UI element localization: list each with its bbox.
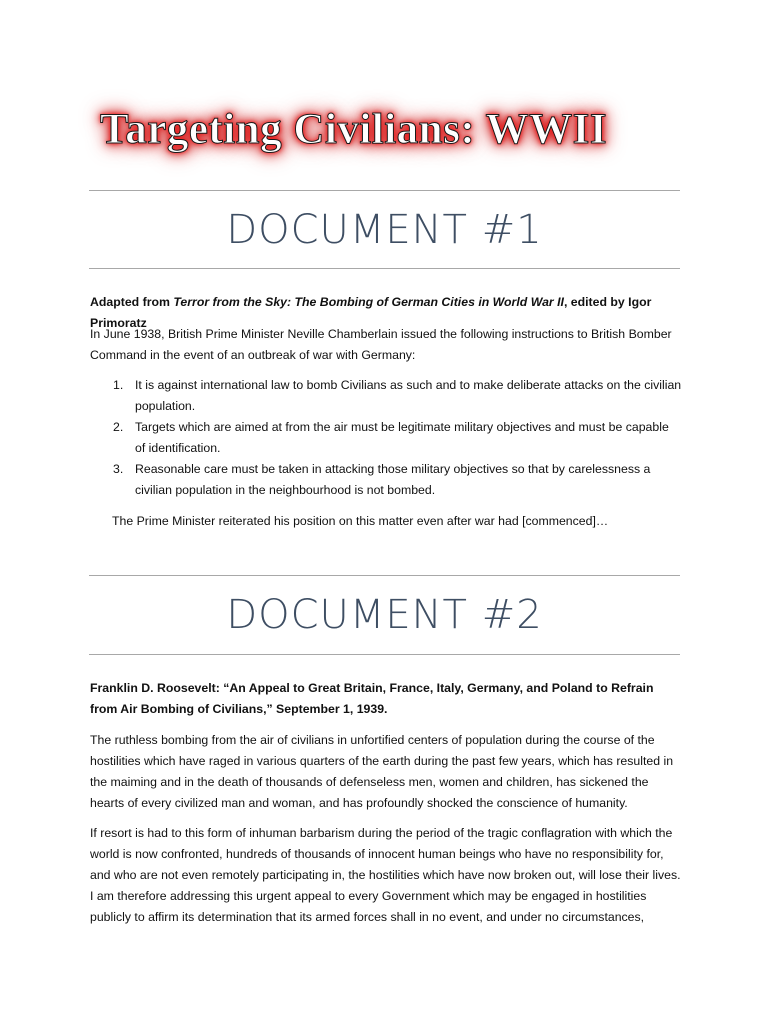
title-banner bbox=[100, 100, 660, 164]
list-item-text: Reasonable care must be taken in attacking those military objectives so that by carelessness a civilian population in the neighbourhood is not bombed. bbox=[135, 462, 651, 497]
document1-source-prefix: Adapted from bbox=[90, 295, 174, 309]
list-item-number: 2. bbox=[113, 420, 124, 434]
list-item bbox=[90, 459, 682, 501]
divider-top-doc2 bbox=[89, 575, 680, 576]
list-item-text: Targets which are aimed at from the air must be legitimate military objectives and must be capable of identification. bbox=[135, 420, 669, 455]
divider-bottom-doc2 bbox=[89, 654, 680, 655]
document1-closing: The Prime Minister reiterated his position on this matter even after war had [commenced]… bbox=[112, 514, 609, 528]
page-title: Targeting Civilians: WWII bbox=[100, 106, 608, 153]
divider-bottom-doc1 bbox=[89, 268, 680, 269]
list-item-number: 3. bbox=[113, 462, 124, 476]
list-item bbox=[90, 375, 682, 417]
document2-paragraph-1: The ruthless bombing from the air of civilians in unfortified centers of population during the course of the hostilities which have raged in various quarters of the earth during the past few years, which has resulted in the maiming and in the death of thousands of defenseless men, women and children, has sickened the hearts of every civilized man and woman, and has profoundly shocked the conscience of humanity. bbox=[90, 733, 674, 810]
document1-source-suffix: , edited by Igor Primoratz bbox=[90, 295, 652, 330]
divider-top-doc1 bbox=[89, 190, 680, 191]
document2-heading: DOCUMENT #2 bbox=[226, 592, 543, 638]
document1-intro: In June 1938, British Prime Minister Neville Chamberlain issued the following instructions to British Bomber Command in the event of an outbreak of war with Germany: bbox=[90, 327, 672, 362]
list-item-number: 1. bbox=[113, 378, 124, 392]
instructions-list bbox=[90, 375, 682, 501]
document2-paragraph-2: If resort is had to this form of inhuman barbarism during the period of the tragic conflagration with which the world is now confronted, hundreds of thousands of innocent human beings who have no responsibility for, and who are not even remotely participating in, the hostilities which have now broken out, will lose their lives. I am therefore addressing this urgent appeal to every Government which may be engaged in hostilities publicly to affirm its determination that its armed forces shall in no event, and under no circumstances, bbox=[90, 826, 681, 924]
document1-source-title: Terror from the Sky: The Bombing of German Cities in World War II bbox=[173, 295, 564, 309]
list-item-text: It is against international law to bomb Civilians as such and to make deliberate attacks on the civilian population. bbox=[135, 378, 682, 413]
document2-source: Franklin D. Roosevelt: “An Appeal to Great Britain, France, Italy, Germany, and Poland to Refrain from Air Bombing of Civilians,” September 1, 1939. bbox=[90, 681, 654, 716]
list-item bbox=[90, 417, 682, 459]
document1-heading: DOCUMENT #1 bbox=[226, 207, 543, 253]
